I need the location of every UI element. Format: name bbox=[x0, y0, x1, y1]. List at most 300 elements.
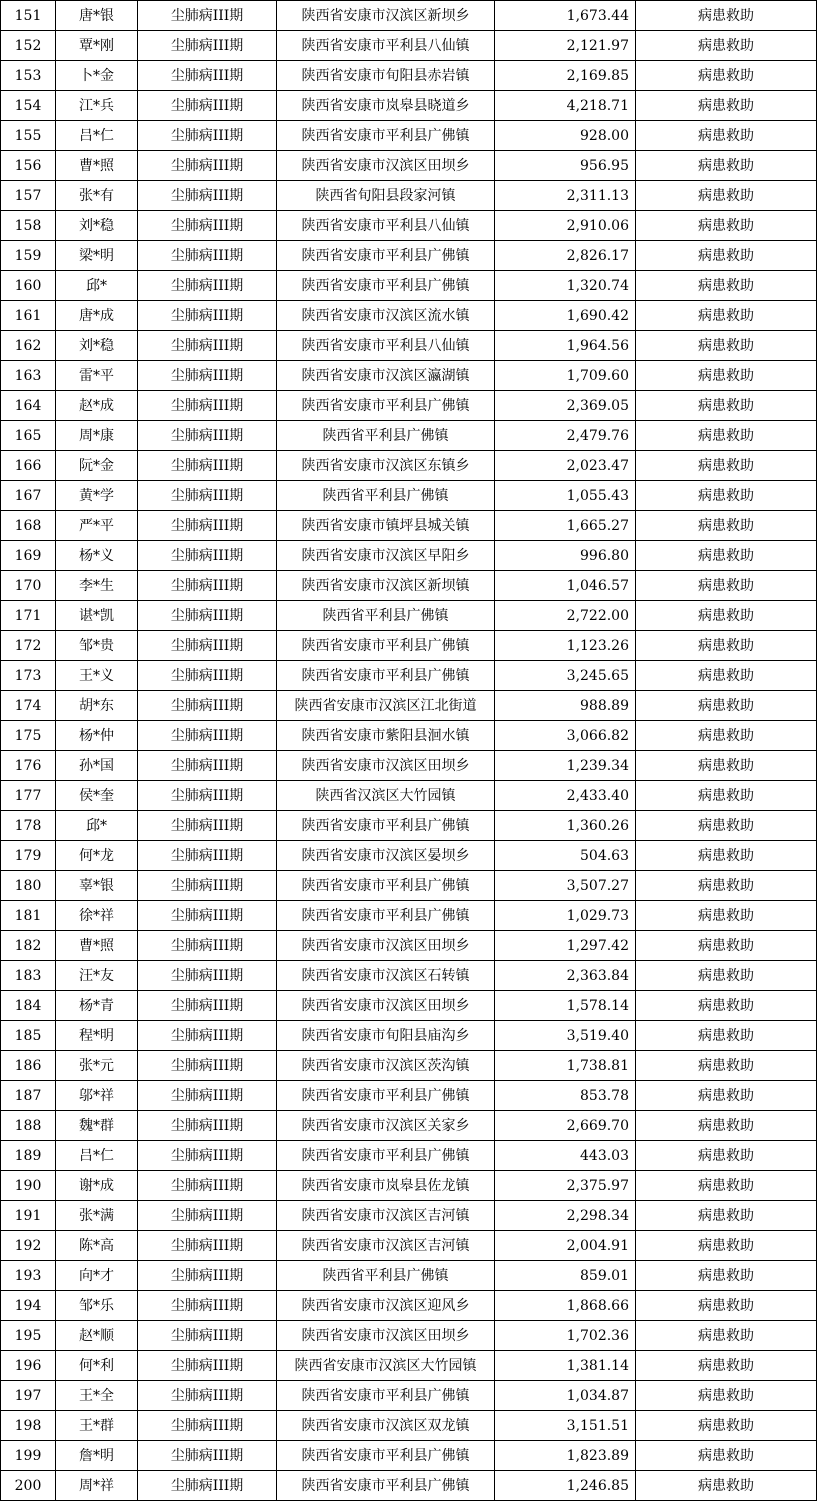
diagnosis-cell: 尘肺病III期 bbox=[138, 1441, 277, 1471]
aid-type-cell: 病患救助 bbox=[636, 841, 817, 871]
aid-type-cell: 病患救助 bbox=[636, 391, 817, 421]
address-cell: 陕西省安康市汉滨区晏坝乡 bbox=[277, 841, 495, 871]
diagnosis-cell: 尘肺病III期 bbox=[138, 721, 277, 751]
aid-type-cell: 病患救助 bbox=[636, 1201, 817, 1231]
recipient-name-cell: 唐*银 bbox=[56, 1, 138, 31]
address-cell: 陕西省安康市平利县广佛镇 bbox=[277, 631, 495, 661]
amount-cell: 443.03 bbox=[495, 1141, 636, 1171]
recipient-name-cell: 江*兵 bbox=[56, 91, 138, 121]
amount-cell: 1,964.56 bbox=[495, 331, 636, 361]
table-body bbox=[1, 1, 817, 1501]
aid-type-cell: 病患救助 bbox=[636, 1261, 817, 1291]
amount-cell: 1,239.34 bbox=[495, 751, 636, 781]
table-row bbox=[1, 961, 817, 991]
amount-cell: 2,169.85 bbox=[495, 61, 636, 91]
diagnosis-cell: 尘肺病III期 bbox=[138, 811, 277, 841]
address-cell: 陕西省安康市汉滨区关家乡 bbox=[277, 1111, 495, 1141]
address-cell: 陕西省安康市岚皋县晓道乡 bbox=[277, 91, 495, 121]
recipient-name-cell: 胡*东 bbox=[56, 691, 138, 721]
recipient-name-cell: 梁*明 bbox=[56, 241, 138, 271]
row-number-cell: 181 bbox=[1, 901, 56, 931]
address-cell: 陕西省安康市平利县广佛镇 bbox=[277, 271, 495, 301]
diagnosis-cell: 尘肺病III期 bbox=[138, 61, 277, 91]
diagnosis-cell: 尘肺病III期 bbox=[138, 541, 277, 571]
row-number-cell: 163 bbox=[1, 361, 56, 391]
diagnosis-cell: 尘肺病III期 bbox=[138, 1051, 277, 1081]
amount-cell: 988.89 bbox=[495, 691, 636, 721]
row-number-cell: 168 bbox=[1, 511, 56, 541]
address-cell: 陕西省安康市平利县广佛镇 bbox=[277, 1141, 495, 1171]
recipient-name-cell: 刘*稳 bbox=[56, 211, 138, 241]
table-row bbox=[1, 721, 817, 751]
diagnosis-cell: 尘肺病III期 bbox=[138, 841, 277, 871]
table-row bbox=[1, 1471, 817, 1501]
amount-cell: 2,375.97 bbox=[495, 1171, 636, 1201]
address-cell: 陕西省安康市汉滨区双龙镇 bbox=[277, 1411, 495, 1441]
row-number-cell: 194 bbox=[1, 1291, 56, 1321]
amount-cell: 956.95 bbox=[495, 151, 636, 181]
row-number-cell: 186 bbox=[1, 1051, 56, 1081]
table-row bbox=[1, 391, 817, 421]
recipient-name-cell: 何*龙 bbox=[56, 841, 138, 871]
amount-cell: 853.78 bbox=[495, 1081, 636, 1111]
recipient-name-cell: 辜*银 bbox=[56, 871, 138, 901]
amount-cell: 1,702.36 bbox=[495, 1321, 636, 1351]
table-row bbox=[1, 1321, 817, 1351]
recipient-name-cell: 覃*刚 bbox=[56, 31, 138, 61]
diagnosis-cell: 尘肺病III期 bbox=[138, 361, 277, 391]
recipient-name-cell: 邱* bbox=[56, 271, 138, 301]
address-cell: 陕西省安康市旬阳县赤岩镇 bbox=[277, 61, 495, 91]
diagnosis-cell: 尘肺病III期 bbox=[138, 661, 277, 691]
address-cell: 陕西省安康市旬阳县庙沟乡 bbox=[277, 1021, 495, 1051]
row-number-cell: 180 bbox=[1, 871, 56, 901]
address-cell: 陕西省安康市汉滨区吉河镇 bbox=[277, 1201, 495, 1231]
row-number-cell: 176 bbox=[1, 751, 56, 781]
amount-cell: 1,320.74 bbox=[495, 271, 636, 301]
table-row bbox=[1, 841, 817, 871]
address-cell: 陕西省安康市平利县广佛镇 bbox=[277, 1441, 495, 1471]
row-number-cell: 157 bbox=[1, 181, 56, 211]
diagnosis-cell: 尘肺病III期 bbox=[138, 571, 277, 601]
diagnosis-cell: 尘肺病III期 bbox=[138, 631, 277, 661]
table-row bbox=[1, 1051, 817, 1081]
recipient-name-cell: 詹*明 bbox=[56, 1441, 138, 1471]
recipient-name-cell: 唐*成 bbox=[56, 301, 138, 331]
table-row bbox=[1, 421, 817, 451]
row-number-cell: 155 bbox=[1, 121, 56, 151]
diagnosis-cell: 尘肺病III期 bbox=[138, 1081, 277, 1111]
row-number-cell: 162 bbox=[1, 331, 56, 361]
address-cell: 陕西省汉滨区大竹园镇 bbox=[277, 781, 495, 811]
aid-type-cell: 病患救助 bbox=[636, 451, 817, 481]
table-row bbox=[1, 1201, 817, 1231]
address-cell: 陕西省平利县广佛镇 bbox=[277, 601, 495, 631]
recipient-name-cell: 李*生 bbox=[56, 571, 138, 601]
recipient-name-cell: 黄*学 bbox=[56, 481, 138, 511]
address-cell: 陕西省安康市平利县广佛镇 bbox=[277, 121, 495, 151]
diagnosis-cell: 尘肺病III期 bbox=[138, 421, 277, 451]
row-number-cell: 177 bbox=[1, 781, 56, 811]
diagnosis-cell: 尘肺病III期 bbox=[138, 451, 277, 481]
row-number-cell: 153 bbox=[1, 61, 56, 91]
table-row bbox=[1, 1231, 817, 1261]
row-number-cell: 172 bbox=[1, 631, 56, 661]
row-number-cell: 200 bbox=[1, 1471, 56, 1501]
diagnosis-cell: 尘肺病III期 bbox=[138, 241, 277, 271]
table-row bbox=[1, 1111, 817, 1141]
diagnosis-cell: 尘肺病III期 bbox=[138, 331, 277, 361]
table-row bbox=[1, 511, 817, 541]
table-row bbox=[1, 61, 817, 91]
aid-type-cell: 病患救助 bbox=[636, 421, 817, 451]
aid-type-cell: 病患救助 bbox=[636, 751, 817, 781]
diagnosis-cell: 尘肺病III期 bbox=[138, 91, 277, 121]
address-cell: 陕西省安康市汉滨区流水镇 bbox=[277, 301, 495, 331]
row-number-cell: 189 bbox=[1, 1141, 56, 1171]
aid-type-cell: 病患救助 bbox=[636, 541, 817, 571]
address-cell: 陕西省平利县广佛镇 bbox=[277, 421, 495, 451]
row-number-cell: 193 bbox=[1, 1261, 56, 1291]
aid-type-cell: 病患救助 bbox=[636, 511, 817, 541]
row-number-cell: 190 bbox=[1, 1171, 56, 1201]
address-cell: 陕西省安康市汉滨区东镇乡 bbox=[277, 451, 495, 481]
row-number-cell: 156 bbox=[1, 151, 56, 181]
aid-type-cell: 病患救助 bbox=[636, 61, 817, 91]
aid-type-cell: 病患救助 bbox=[636, 931, 817, 961]
diagnosis-cell: 尘肺病III期 bbox=[138, 751, 277, 781]
address-cell: 陕西省安康市汉滨区田坝乡 bbox=[277, 751, 495, 781]
row-number-cell: 158 bbox=[1, 211, 56, 241]
row-number-cell: 175 bbox=[1, 721, 56, 751]
row-number-cell: 184 bbox=[1, 991, 56, 1021]
table-row bbox=[1, 31, 817, 61]
row-number-cell: 185 bbox=[1, 1021, 56, 1051]
recipient-name-cell: 曹*照 bbox=[56, 931, 138, 961]
diagnosis-cell: 尘肺病III期 bbox=[138, 481, 277, 511]
recipient-name-cell: 谌*凯 bbox=[56, 601, 138, 631]
aid-type-cell: 病患救助 bbox=[636, 901, 817, 931]
aid-type-cell: 病患救助 bbox=[636, 121, 817, 151]
table-row bbox=[1, 331, 817, 361]
diagnosis-cell: 尘肺病III期 bbox=[138, 211, 277, 241]
diagnosis-cell: 尘肺病III期 bbox=[138, 1321, 277, 1351]
amount-cell: 2,910.06 bbox=[495, 211, 636, 241]
diagnosis-cell: 尘肺病III期 bbox=[138, 601, 277, 631]
table-row bbox=[1, 691, 817, 721]
recipient-name-cell: 邹*乐 bbox=[56, 1291, 138, 1321]
table-row bbox=[1, 1411, 817, 1441]
aid-type-cell: 病患救助 bbox=[636, 1141, 817, 1171]
row-number-cell: 161 bbox=[1, 301, 56, 331]
address-cell: 陕西省安康市汉滨区吉河镇 bbox=[277, 1231, 495, 1261]
address-cell: 陕西省安康市汉滨区新坝乡 bbox=[277, 1, 495, 31]
aid-type-cell: 病患救助 bbox=[636, 1351, 817, 1381]
amount-cell: 2,826.17 bbox=[495, 241, 636, 271]
amount-cell: 859.01 bbox=[495, 1261, 636, 1291]
diagnosis-cell: 尘肺病III期 bbox=[138, 1411, 277, 1441]
diagnosis-cell: 尘肺病III期 bbox=[138, 1201, 277, 1231]
diagnosis-cell: 尘肺病III期 bbox=[138, 871, 277, 901]
amount-cell: 3,151.51 bbox=[495, 1411, 636, 1441]
amount-cell: 1,823.89 bbox=[495, 1441, 636, 1471]
table-row bbox=[1, 151, 817, 181]
amount-cell: 2,311.13 bbox=[495, 181, 636, 211]
amount-cell: 2,479.76 bbox=[495, 421, 636, 451]
amount-cell: 2,121.97 bbox=[495, 31, 636, 61]
address-cell: 陕西省安康市汉滨区田坝乡 bbox=[277, 151, 495, 181]
row-number-cell: 164 bbox=[1, 391, 56, 421]
table-row bbox=[1, 361, 817, 391]
diagnosis-cell: 尘肺病III期 bbox=[138, 301, 277, 331]
amount-cell: 3,519.40 bbox=[495, 1021, 636, 1051]
row-number-cell: 169 bbox=[1, 541, 56, 571]
table-row bbox=[1, 541, 817, 571]
address-cell: 陕西省旬阳县段家河镇 bbox=[277, 181, 495, 211]
recipient-name-cell: 王*义 bbox=[56, 661, 138, 691]
recipient-name-cell: 何*利 bbox=[56, 1351, 138, 1381]
aid-type-cell: 病患救助 bbox=[636, 691, 817, 721]
amount-cell: 3,507.27 bbox=[495, 871, 636, 901]
diagnosis-cell: 尘肺病III期 bbox=[138, 901, 277, 931]
address-cell: 陕西省安康市紫阳县洄水镇 bbox=[277, 721, 495, 751]
recipient-name-cell: 杨*青 bbox=[56, 991, 138, 1021]
amount-cell: 2,298.34 bbox=[495, 1201, 636, 1231]
recipient-name-cell: 汪*友 bbox=[56, 961, 138, 991]
recipient-name-cell: 魏*群 bbox=[56, 1111, 138, 1141]
table-row bbox=[1, 601, 817, 631]
aid-type-cell: 病患救助 bbox=[636, 601, 817, 631]
address-cell: 陕西省安康市汉滨区石转镇 bbox=[277, 961, 495, 991]
address-cell: 陕西省平利县广佛镇 bbox=[277, 481, 495, 511]
amount-cell: 1,673.44 bbox=[495, 1, 636, 31]
row-number-cell: 165 bbox=[1, 421, 56, 451]
recipient-name-cell: 邱* bbox=[56, 811, 138, 841]
table-row bbox=[1, 241, 817, 271]
aid-type-cell: 病患救助 bbox=[636, 811, 817, 841]
row-number-cell: 151 bbox=[1, 1, 56, 31]
amount-cell: 2,004.91 bbox=[495, 1231, 636, 1261]
recipient-name-cell: 阮*金 bbox=[56, 451, 138, 481]
diagnosis-cell: 尘肺病III期 bbox=[138, 511, 277, 541]
row-number-cell: 160 bbox=[1, 271, 56, 301]
diagnosis-cell: 尘肺病III期 bbox=[138, 271, 277, 301]
recipient-name-cell: 吕*仁 bbox=[56, 121, 138, 151]
diagnosis-cell: 尘肺病III期 bbox=[138, 1261, 277, 1291]
amount-cell: 1,690.42 bbox=[495, 301, 636, 331]
diagnosis-cell: 尘肺病III期 bbox=[138, 1351, 277, 1381]
table-row bbox=[1, 1021, 817, 1051]
aid-type-cell: 病患救助 bbox=[636, 661, 817, 691]
address-cell: 陕西省安康市汉滨区新坝镇 bbox=[277, 571, 495, 601]
amount-cell: 1,055.43 bbox=[495, 481, 636, 511]
recipient-name-cell: 刘*稳 bbox=[56, 331, 138, 361]
table-row bbox=[1, 211, 817, 241]
recipient-name-cell: 谢*成 bbox=[56, 1171, 138, 1201]
row-number-cell: 170 bbox=[1, 571, 56, 601]
diagnosis-cell: 尘肺病III期 bbox=[138, 391, 277, 421]
diagnosis-cell: 尘肺病III期 bbox=[138, 151, 277, 181]
table-row bbox=[1, 271, 817, 301]
address-cell: 陕西省安康市汉滨区大竹园镇 bbox=[277, 1351, 495, 1381]
recipient-name-cell: 程*明 bbox=[56, 1021, 138, 1051]
amount-cell: 2,023.47 bbox=[495, 451, 636, 481]
recipient-name-cell: 王*群 bbox=[56, 1411, 138, 1441]
amount-cell: 2,369.05 bbox=[495, 391, 636, 421]
amount-cell: 1,246.85 bbox=[495, 1471, 636, 1501]
table-row bbox=[1, 931, 817, 961]
diagnosis-cell: 尘肺病III期 bbox=[138, 961, 277, 991]
row-number-cell: 199 bbox=[1, 1441, 56, 1471]
row-number-cell: 171 bbox=[1, 601, 56, 631]
table-row bbox=[1, 1171, 817, 1201]
amount-cell: 504.63 bbox=[495, 841, 636, 871]
recipient-name-cell: 吕*仁 bbox=[56, 1141, 138, 1171]
amount-cell: 1,360.26 bbox=[495, 811, 636, 841]
table-row bbox=[1, 991, 817, 1021]
diagnosis-cell: 尘肺病III期 bbox=[138, 1381, 277, 1411]
diagnosis-cell: 尘肺病III期 bbox=[138, 1471, 277, 1501]
amount-cell: 1,381.14 bbox=[495, 1351, 636, 1381]
address-cell: 陕西省安康市汉滨区瀛湖镇 bbox=[277, 361, 495, 391]
table-row bbox=[1, 751, 817, 781]
table-row bbox=[1, 1, 817, 31]
table-row bbox=[1, 901, 817, 931]
amount-cell: 1,046.57 bbox=[495, 571, 636, 601]
recipient-name-cell: 陈*高 bbox=[56, 1231, 138, 1261]
amount-cell: 2,433.40 bbox=[495, 781, 636, 811]
address-cell: 陕西省安康市汉滨区田坝乡 bbox=[277, 1321, 495, 1351]
row-number-cell: 196 bbox=[1, 1351, 56, 1381]
address-cell: 陕西省安康市汉滨区早阳乡 bbox=[277, 541, 495, 571]
aid-type-cell: 病患救助 bbox=[636, 91, 817, 121]
recipient-name-cell: 徐*祥 bbox=[56, 901, 138, 931]
aid-type-cell: 病患救助 bbox=[636, 721, 817, 751]
address-cell: 陕西省平利县广佛镇 bbox=[277, 1261, 495, 1291]
recipient-name-cell: 杨*义 bbox=[56, 541, 138, 571]
aid-type-cell: 病患救助 bbox=[636, 1381, 817, 1411]
recipient-name-cell: 卜*金 bbox=[56, 61, 138, 91]
amount-cell: 928.00 bbox=[495, 121, 636, 151]
diagnosis-cell: 尘肺病III期 bbox=[138, 181, 277, 211]
aid-type-cell: 病患救助 bbox=[636, 1231, 817, 1261]
address-cell: 陕西省安康市汉滨区江北街道 bbox=[277, 691, 495, 721]
aid-type-cell: 病患救助 bbox=[636, 151, 817, 181]
address-cell: 陕西省安康市平利县八仙镇 bbox=[277, 331, 495, 361]
address-cell: 陕西省安康市平利县广佛镇 bbox=[277, 1381, 495, 1411]
diagnosis-cell: 尘肺病III期 bbox=[138, 31, 277, 61]
aid-type-cell: 病患救助 bbox=[636, 1471, 817, 1501]
table-row bbox=[1, 811, 817, 841]
aid-type-cell: 病患救助 bbox=[636, 181, 817, 211]
amount-cell: 2,722.00 bbox=[495, 601, 636, 631]
table-row bbox=[1, 121, 817, 151]
amount-cell: 1,665.27 bbox=[495, 511, 636, 541]
row-number-cell: 159 bbox=[1, 241, 56, 271]
amount-cell: 1,297.42 bbox=[495, 931, 636, 961]
table-row bbox=[1, 91, 817, 121]
diagnosis-cell: 尘肺病III期 bbox=[138, 1021, 277, 1051]
aid-type-cell: 病患救助 bbox=[636, 871, 817, 901]
aid-type-cell: 病患救助 bbox=[636, 1051, 817, 1081]
amount-cell: 1,868.66 bbox=[495, 1291, 636, 1321]
recipient-name-cell: 周*康 bbox=[56, 421, 138, 451]
table-row bbox=[1, 301, 817, 331]
table-row bbox=[1, 781, 817, 811]
row-number-cell: 178 bbox=[1, 811, 56, 841]
amount-cell: 1,123.26 bbox=[495, 631, 636, 661]
row-number-cell: 191 bbox=[1, 1201, 56, 1231]
recipient-name-cell: 周*祥 bbox=[56, 1471, 138, 1501]
recipient-name-cell: 张*元 bbox=[56, 1051, 138, 1081]
amount-cell: 2,363.84 bbox=[495, 961, 636, 991]
row-number-cell: 154 bbox=[1, 91, 56, 121]
address-cell: 陕西省安康市平利县广佛镇 bbox=[277, 1471, 495, 1501]
aid-type-cell: 病患救助 bbox=[636, 211, 817, 241]
diagnosis-cell: 尘肺病III期 bbox=[138, 1141, 277, 1171]
aid-type-cell: 病患救助 bbox=[636, 331, 817, 361]
row-number-cell: 188 bbox=[1, 1111, 56, 1141]
aid-type-cell: 病患救助 bbox=[636, 31, 817, 61]
recipient-name-cell: 曹*照 bbox=[56, 151, 138, 181]
table-row bbox=[1, 1141, 817, 1171]
row-number-cell: 187 bbox=[1, 1081, 56, 1111]
aid-type-cell: 病患救助 bbox=[636, 1291, 817, 1321]
aid-type-cell: 病患救助 bbox=[636, 301, 817, 331]
diagnosis-cell: 尘肺病III期 bbox=[138, 991, 277, 1021]
table-row bbox=[1, 1441, 817, 1471]
table-row bbox=[1, 571, 817, 601]
diagnosis-cell: 尘肺病III期 bbox=[138, 1, 277, 31]
address-cell: 陕西省安康市平利县广佛镇 bbox=[277, 1081, 495, 1111]
table-row bbox=[1, 1351, 817, 1381]
row-number-cell: 167 bbox=[1, 481, 56, 511]
table-row bbox=[1, 481, 817, 511]
aid-type-cell: 病患救助 bbox=[636, 271, 817, 301]
amount-cell: 996.80 bbox=[495, 541, 636, 571]
amount-cell: 4,218.71 bbox=[495, 91, 636, 121]
address-cell: 陕西省安康市汉滨区茨沟镇 bbox=[277, 1051, 495, 1081]
amount-cell: 2,669.70 bbox=[495, 1111, 636, 1141]
aid-type-cell: 病患救助 bbox=[636, 1111, 817, 1141]
diagnosis-cell: 尘肺病III期 bbox=[138, 691, 277, 721]
table-row bbox=[1, 1291, 817, 1321]
aid-type-cell: 病患救助 bbox=[636, 571, 817, 601]
row-number-cell: 179 bbox=[1, 841, 56, 871]
aid-type-cell: 病患救助 bbox=[636, 361, 817, 391]
diagnosis-cell: 尘肺病III期 bbox=[138, 121, 277, 151]
address-cell: 陕西省安康市平利县广佛镇 bbox=[277, 391, 495, 421]
diagnosis-cell: 尘肺病III期 bbox=[138, 781, 277, 811]
table-row bbox=[1, 1081, 817, 1111]
recipient-name-cell: 邬*祥 bbox=[56, 1081, 138, 1111]
recipient-name-cell: 侯*奎 bbox=[56, 781, 138, 811]
recipient-name-cell: 邹*贵 bbox=[56, 631, 138, 661]
amount-cell: 1,034.87 bbox=[495, 1381, 636, 1411]
recipient-name-cell: 张*满 bbox=[56, 1201, 138, 1231]
amount-cell: 3,245.65 bbox=[495, 661, 636, 691]
address-cell: 陕西省安康市平利县广佛镇 bbox=[277, 241, 495, 271]
address-cell: 陕西省安康市汉滨区田坝乡 bbox=[277, 931, 495, 961]
diagnosis-cell: 尘肺病III期 bbox=[138, 1291, 277, 1321]
row-number-cell: 198 bbox=[1, 1411, 56, 1441]
amount-cell: 1,578.14 bbox=[495, 991, 636, 1021]
aid-type-cell: 病患救助 bbox=[636, 1, 817, 31]
amount-cell: 1,029.73 bbox=[495, 901, 636, 931]
diagnosis-cell: 尘肺病III期 bbox=[138, 1231, 277, 1261]
recipient-name-cell: 杨*仲 bbox=[56, 721, 138, 751]
table-row bbox=[1, 631, 817, 661]
